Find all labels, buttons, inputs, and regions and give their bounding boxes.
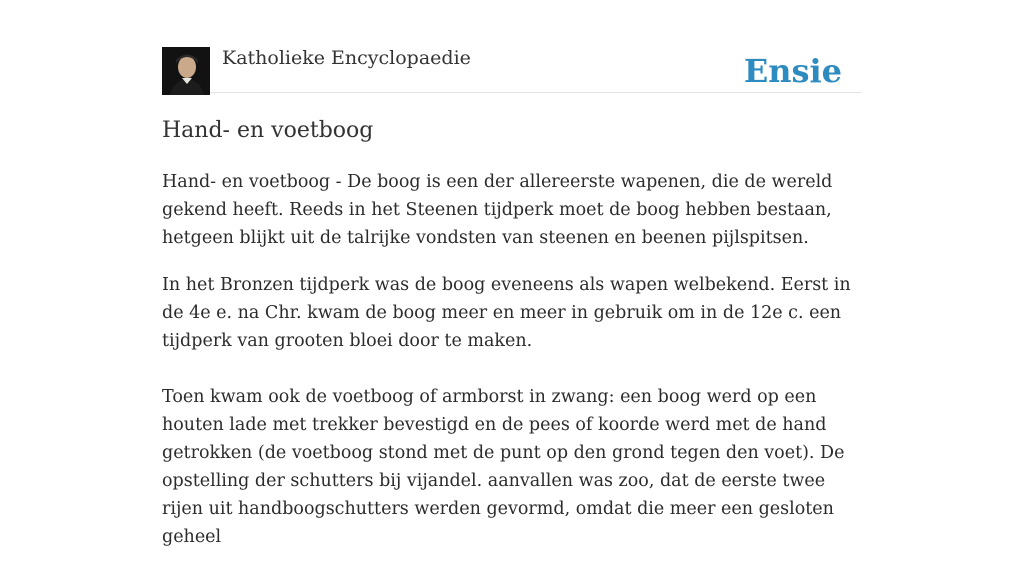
site-name[interactable]: Katholieke Encyclopaedie	[222, 47, 471, 69]
article-body	[162, 168, 862, 570]
brand-logo-link[interactable]: Ensie	[743, 52, 842, 90]
site-header	[162, 46, 862, 93]
page-title: Hand- en voetboog	[162, 118, 374, 143]
portrait-icon	[162, 47, 210, 95]
portrait-avatar[interactable]	[162, 47, 210, 95]
article-paragraph: Toen kwam ook de voetboog of armborst in zwang: een boog werd op een houten lade met trekker bevestigd en de pees of koorde werd met de hand getrokken (de voetboog stond met de punt op den grond tegen den voet). De opstelling der schutters bij vijandel. aanvallen was zoo, dat de eerste twee rijen uit handboogschutters werden gevormd, omdat die meer een gesloten geheel	[162, 387, 845, 547]
article-paragraph: Hand- en voetboog - De boog is een der allereerste wapenen, die de wereld gekend heeft. Reeds in het Steenen tijdperk moet de boog hebben bestaan, hetgeen blijkt uit de talrijke vondsten van steenen en beenen pijlspitsen.	[162, 172, 833, 248]
article-paragraph: In het Bronzen tijdperk was de boog eveneens als wapen welbekend. Eerst in de 4e e. na Chr. kwam de boog meer en meer in gebruik om in de 12e c. een tijdperk van grooten bloei door te maken.	[162, 275, 851, 351]
